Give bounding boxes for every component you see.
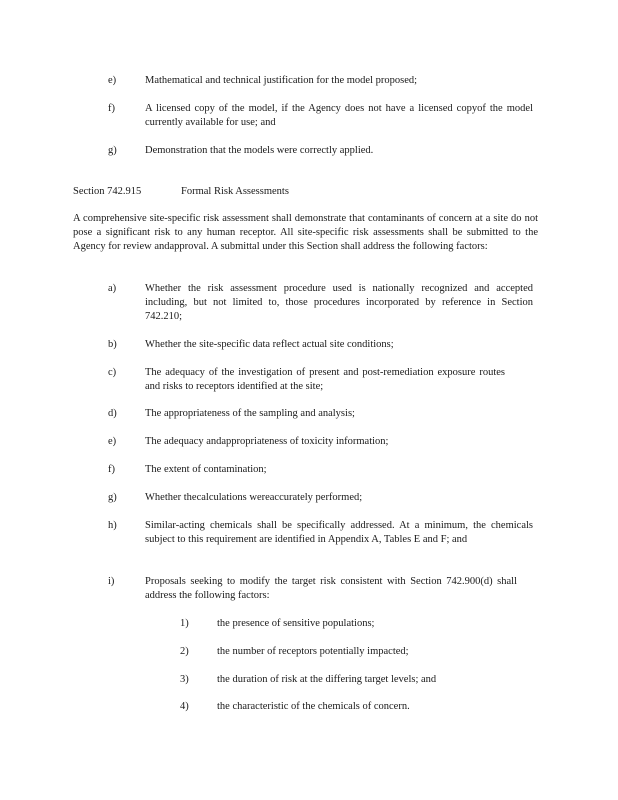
factor-text: The adequacy andappropriateness of toxicity information;: [145, 436, 389, 447]
factor-text: Whether thecalculations wereaccurately performed;: [145, 492, 363, 503]
factor-label: e): [108, 436, 117, 447]
factor-text: The adequacy of the investigation of present and post-remediation exposure routes and risks to receptors identified at the site;: [145, 367, 505, 392]
subfactor-text: the number of receptors potentially impacted;: [217, 646, 409, 657]
subfactor-text: the characteristic of the chemicals of concern.: [217, 701, 410, 712]
factor-label: d): [108, 408, 117, 419]
list-item-label: g): [108, 145, 117, 156]
factor-label: i): [108, 576, 115, 587]
factor-text: The extent of contamination;: [145, 464, 267, 475]
factor-text: Proposals seeking to modify the target risk consistent with Section 742.900(d) shall address the following factors:: [145, 576, 517, 601]
list-item-text: Demonstration that the models were correctly applied.: [145, 145, 374, 156]
factor-label: h): [108, 520, 117, 531]
list-item-label: e): [108, 75, 117, 86]
factor-text: Whether the site-specific data reflect actual site conditions;: [145, 339, 394, 350]
list-item-label: f): [108, 103, 115, 114]
section-number: Section 742.915: [73, 186, 142, 197]
factor-text: The appropriateness of the sampling and analysis;: [145, 408, 355, 419]
subfactor-text: the duration of risk at the differing target levels; and: [217, 674, 437, 685]
factor-label: a): [108, 283, 117, 294]
list-item-text: Mathematical and technical justification for the model proposed;: [145, 75, 418, 86]
subfactor-label: 4): [180, 701, 189, 712]
factor-label: f): [108, 464, 115, 475]
section-title: Formal Risk Assessments: [181, 186, 289, 197]
factor-label: c): [108, 367, 117, 378]
factor-text: Whether the risk assessment procedure used is nationally recognized and accepted including, but not limited to, those procedures incorporated by reference in Section 742.210;: [145, 283, 533, 322]
subfactor-label: 1): [180, 618, 189, 629]
factor-text: Similar-acting chemicals shall be specifically addressed. At a minimum, the chemicals subject to this requirement are identified in Appendix A, Tables E and F; and: [145, 520, 533, 545]
list-item-text: A licensed copy of the model, if the Agency does not have a licensed copyof the model currently available for use; and: [145, 103, 533, 128]
subfactor-text: the presence of sensitive populations;: [217, 618, 375, 629]
factor-label: b): [108, 339, 117, 350]
subfactor-label: 2): [180, 646, 189, 657]
subfactor-label: 3): [180, 674, 189, 685]
factor-label: g): [108, 492, 117, 503]
intro-paragraph: A comprehensive site-specific risk assessment shall demonstrate that contaminants of concern at a site do not pose a significant risk to any human receptor. All site-specific risk assessments shall be submitted to the Agency for review andapproval. A submittal under this Section shall address the following factors:: [73, 213, 538, 252]
